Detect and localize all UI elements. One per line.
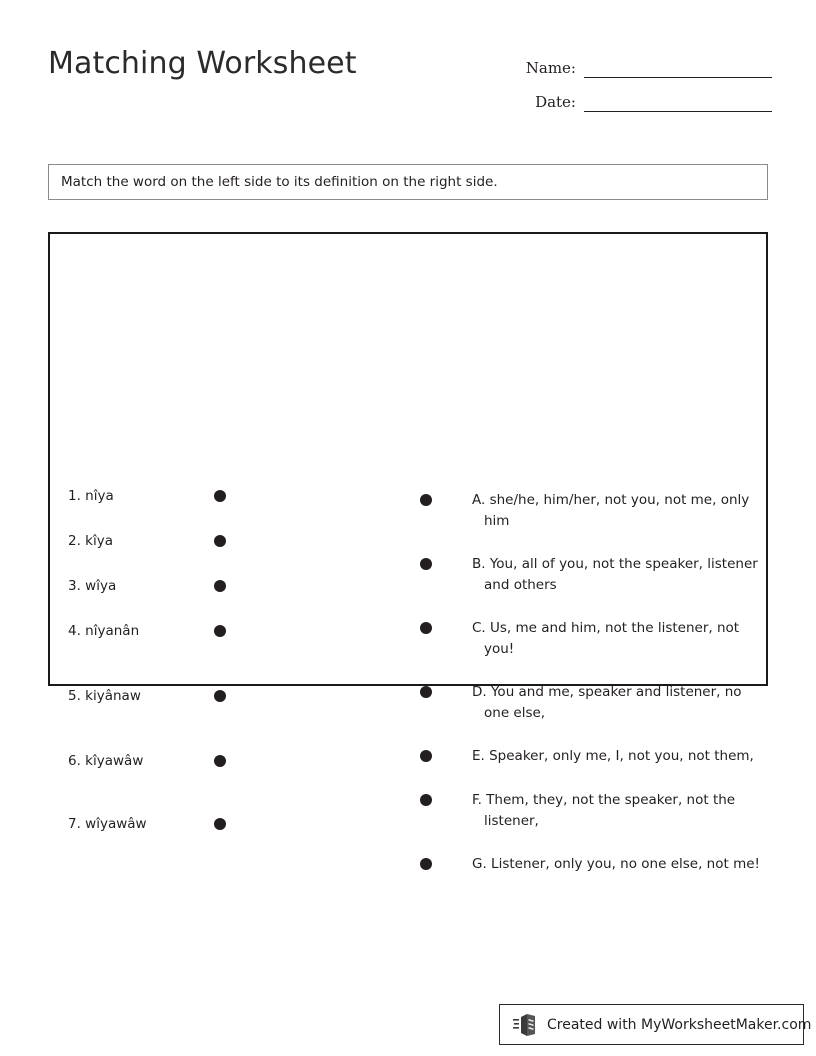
matching-left-item-label: 5. kiyânaw	[68, 688, 141, 704]
matching-right-dot[interactable]	[420, 558, 432, 570]
matching-left-item[interactable]	[68, 486, 378, 506]
matching-right-item[interactable]	[420, 746, 768, 767]
matching-left-item-label: 3. wîya	[68, 578, 117, 594]
worksheet-maker-logo-icon	[513, 1014, 539, 1036]
matching-right-dot-wrap	[420, 682, 472, 698]
matching-right-dot[interactable]	[420, 794, 432, 806]
matching-left-dot[interactable]	[214, 690, 226, 702]
worksheet-header	[0, 0, 816, 140]
matching-right-dot-wrap	[420, 790, 472, 806]
matching-right-dot-wrap	[420, 854, 472, 870]
matching-right-dot[interactable]	[420, 858, 432, 870]
matching-right-item-label: F. Them, they, not the speaker, not the listener,	[472, 792, 736, 829]
matching-right-dot[interactable]	[420, 750, 432, 762]
matching-left-dot[interactable]	[214, 755, 226, 767]
matching-right-item[interactable]	[420, 790, 768, 832]
matching-left-dot[interactable]	[214, 490, 226, 502]
matching-right-column	[410, 234, 770, 872]
matching-right-item[interactable]	[420, 618, 768, 660]
date-row	[510, 78, 772, 112]
matching-left-item[interactable]	[68, 751, 378, 771]
matching-right-item-label: A. she/he, him/her, not you, not me, only him	[472, 492, 750, 529]
matching-right-dot-wrap	[420, 490, 472, 506]
matching-left-dot[interactable]	[214, 818, 226, 830]
matching-right-item[interactable]	[420, 554, 768, 596]
matching-right-item[interactable]	[420, 682, 768, 724]
matching-left-item-label: 4. nîyanân	[68, 623, 140, 639]
matching-right-item-label: D. You and me, speaker and listener, no one else,	[472, 684, 742, 721]
matching-right-dot-wrap	[420, 618, 472, 634]
matching-left-item[interactable]	[68, 814, 378, 834]
name-date-block	[510, 44, 772, 112]
matching-right-item[interactable]	[420, 854, 768, 875]
matching-left-item[interactable]	[68, 531, 378, 551]
date-label: Date:	[535, 93, 576, 111]
instruction-box	[48, 164, 768, 200]
matching-left-item-label: 7. wîyawâw	[68, 816, 147, 832]
matching-right-dot-wrap	[420, 746, 472, 762]
matching-left-dot[interactable]	[214, 625, 226, 637]
matching-right-item-label: E. Speaker, only me, I, not you, not them,	[472, 748, 754, 764]
footer-badge[interactable]	[499, 1004, 812, 1045]
name-row	[510, 44, 772, 78]
matching-panel	[48, 232, 768, 872]
matching-left-item[interactable]	[68, 621, 378, 641]
name-label: Name:	[525, 59, 576, 77]
matching-left-item-label: 1. nîya	[68, 488, 114, 504]
matching-left-dot[interactable]	[214, 580, 226, 592]
matching-left-item-label: 2. kîya	[68, 533, 114, 549]
matching-right-item-label: G. Listener, only you, no one else, not me!	[472, 856, 760, 872]
page-title: Matching Worksheet	[48, 46, 357, 81]
matching-left-item[interactable]	[68, 686, 378, 706]
matching-left-column	[50, 234, 390, 832]
matching-right-item-label: C. Us, me and him, not the listener, not you!	[472, 620, 740, 657]
matching-right-dot[interactable]	[420, 686, 432, 698]
name-input-line[interactable]	[584, 56, 772, 78]
instruction-text: Match the word on the left side to its definition on the right side.	[61, 174, 498, 190]
date-input-line[interactable]	[584, 90, 772, 112]
matching-left-item[interactable]	[68, 576, 378, 596]
matching-right-item-label: B. You, all of you, not the speaker, listener and others	[472, 556, 758, 593]
matching-left-item-label: 6. kîyawâw	[68, 753, 144, 769]
matching-right-dot[interactable]	[420, 622, 432, 634]
matching-left-dot[interactable]	[214, 535, 226, 547]
matching-right-dot-wrap	[420, 554, 472, 570]
matching-right-dot[interactable]	[420, 494, 432, 506]
footer-badge-text: Created with MyWorksheetMaker.com	[547, 1016, 812, 1033]
matching-right-item[interactable]	[420, 490, 768, 532]
